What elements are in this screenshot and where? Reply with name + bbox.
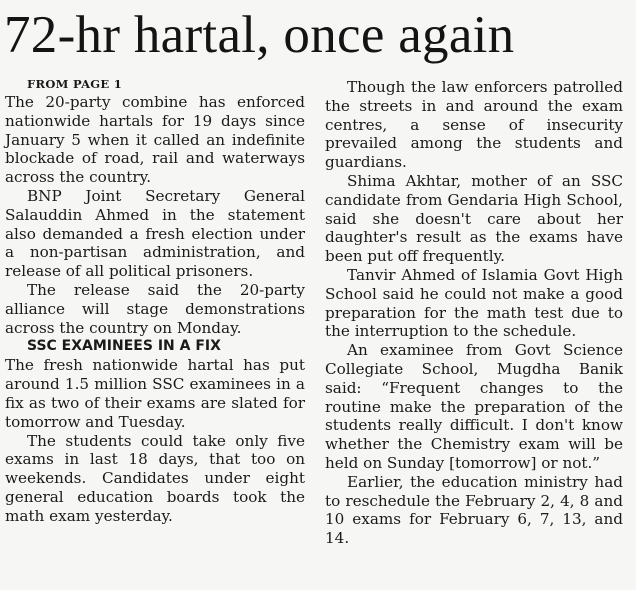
- paragraph-demonstrations: The release said the 20-party alliance will stage demonstrations across the country on Monday.: [5, 280, 305, 337]
- paragraph-tanvir-ahmed: Tanvir Ahmed of Islamia Govt High School said he could not make a good preparation for the math test due to the interruption to the schedule.: [325, 265, 623, 341]
- kicker-from-page: FROM PAGE 1: [27, 77, 123, 91]
- left-column: [5, 76, 305, 526]
- headline: 72-hr hartal, once again: [4, 6, 515, 64]
- paragraph-reschedule: Earlier, the education ministry had to reschedule the February 2, 4, 8 and 10 exams for February 6, 7, 13, and 14.: [325, 472, 623, 548]
- paragraph-mugdha-banik: An examinee from Govt Science Collegiate School, Mugdha Banik said: “Frequent changes to the routine make the preparation of the students really difficult. I don't know whether the Chemistry exam will be held on Sunday [tomorrow] or not.”: [325, 341, 623, 472]
- paragraph-law-enforcers: Though the law enforcers patrolled the streets in and around the exam centres, a sense of insecurity prevailed among the students and guardians.: [325, 78, 623, 172]
- subhead-ssc-examinees: SSC EXAMINEES IN A FIX: [27, 338, 221, 355]
- paragraph-hartal-days: The 20-party combine has enforced nationwide hartals for 19 days since January 5 when it called an indefinite blockade of road, rail and waterways across the country.: [5, 93, 305, 187]
- column-divider: [313, 80, 314, 580]
- right-column: [325, 78, 623, 548]
- paragraph-ssc-examinees: The fresh nationwide hartal has put around 1.5 million SSC examinees in a fix as two of their exams are slated for tomorrow and Tuesday.: [5, 356, 305, 431]
- paragraph-shima-akhtar: Shima Akhtar, mother of an SSC candidate from Gendaria High School, said she doesn't care about her daughter's result as the exams have been put off frequently.: [325, 171, 623, 266]
- paragraph-five-exams: The students could take only five exams in last 18 days, that too on weekends. Candidates under eight general education boards took the math exam yesterday.: [5, 431, 305, 525]
- paragraph-bnp-statement: BNP Joint Secretary General Salauddin Ahmed in the statement also demanded a fresh election under a non-partisan administration, and release of all political prisoners.: [5, 186, 305, 281]
